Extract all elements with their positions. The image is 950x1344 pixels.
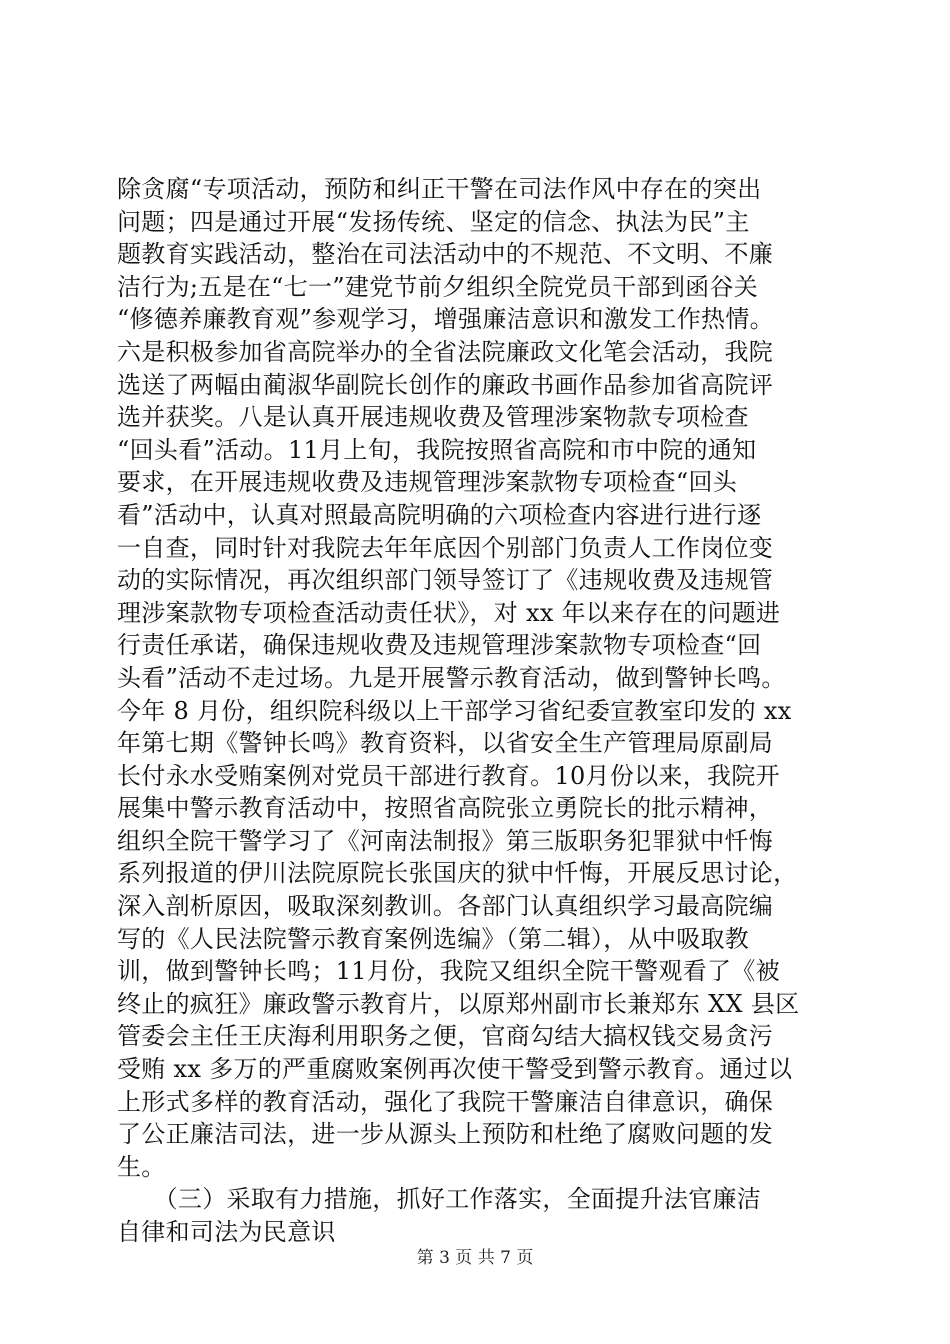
text-line: “回头看”活动。11月上旬，我院按照省高院和市中院的通知 xyxy=(117,435,757,464)
text-line: 除贪腐“专项活动，预防和纠正干警在司法作风中存在的突出 xyxy=(117,175,762,203)
text-line: 了公正廉洁司法，进一步从源头上预防和杜绝了腐败问题的发 xyxy=(117,1120,774,1149)
text-line: 今年 8 月份，组织院科级以上干部学习省纪委宣教室印发的 xx xyxy=(117,696,792,725)
section-heading-line: 自律和司法为民意识 xyxy=(117,1218,336,1246)
section-heading-line: （三）采取有力措施，抓好工作落实，全面提升法官廉洁 xyxy=(117,1185,762,1214)
text-line: 受贿 xx 多万的严重腐败案例再次使干警受到警示教育。通过以 xyxy=(117,1055,793,1084)
text-line: 题教育实践活动，整治在司法活动中的不规范、不文明、不廉 xyxy=(117,240,774,269)
text-line: 动的实际情况，再次组织部门领导签订了《违规收费及违规管 xyxy=(117,566,774,595)
text-line: 上形式多样的教育活动，强化了我院干警廉洁自律意识，确保 xyxy=(117,1087,774,1116)
text-line: 长付永水受贿案例对党员干部进行教育。10月份以来，我院开 xyxy=(117,761,780,790)
text-line: 选送了两幅由蔺淑华副院长创作的廉政书画作品参加省高院评 xyxy=(117,370,774,399)
page-number-footer: 第 3 页 共 7 页 xyxy=(416,1248,534,1268)
text-line: 写的《人民法院警示教育案例选编》（第二辑），从中吸取教 xyxy=(117,924,750,953)
text-line: 行责任承诺，确保违规收费及违规管理涉案款物专项检查“回 xyxy=(117,631,762,660)
text-line: 展集中警示教育活动中，按照省高院张立勇院长的批示精神， xyxy=(117,794,774,823)
text-line: 选并获奖。八是认真开展违规收费及管理涉案物款专项检查 xyxy=(117,403,749,432)
text-line: 要求，在开展违规收费及违规管理涉案款物专项检查“回头 xyxy=(117,468,738,497)
text-line: 看”活动中，认真对照最高院明确的六项检查内容进行进行逐 xyxy=(117,500,762,529)
text-line: 一自查，同时针对我院去年年底因个别部门负责人工作岗位变 xyxy=(117,533,774,562)
text-line: 组织全院干警学习了《河南法制报》第三版职务犯罪狱中忏悔 xyxy=(117,826,774,855)
text-line: “修德养廉教育观”参观学习，增强廉洁意识和激发工作热情。 xyxy=(117,305,774,334)
document-body xyxy=(117,173,837,1249)
text-line: 理涉案款物专项检查活动责任状》，对 xx 年以来存在的问题进 xyxy=(117,598,781,627)
text-line: 六是积极参加省高院举办的全省法院廉政文化笔会活动，我院 xyxy=(117,337,774,366)
text-line: 管委会主任王庆海利用职务之便，官商勾结大搞权钱交易贪污 xyxy=(117,1022,774,1051)
text-line: 生。 xyxy=(117,1152,166,1181)
text-line: 系列报道的伊川法院原院长张国庆的狱中忏悔，开展反思讨论， xyxy=(117,859,798,888)
text-line: 洁行为;五是在“七一”建党节前夕组织全院党员干部到函谷关 xyxy=(117,272,759,301)
text-line: 头看”活动不走过场。九是开展警示教育活动，做到警钟长鸣。 xyxy=(117,663,786,692)
text-line: 训，做到警钟长鸣；11月份，我院又组织全院干警观看了《被 xyxy=(117,957,780,986)
text-line: 问题；四是通过开展“发扬传统、坚定的信念、执法为民”主 xyxy=(117,207,750,236)
text-line: 年第七期《警钟长鸣》教育资料，以省安全生产管理局原副局 xyxy=(117,729,774,758)
text-line: 深入剖析原因，吸取深刻教训。各部门认真组织学习最高院编 xyxy=(117,892,774,921)
text-line: 终止的疯狂》廉政警示教育片，以原郑州副市长兼郑东 XX 县区 xyxy=(117,989,800,1018)
